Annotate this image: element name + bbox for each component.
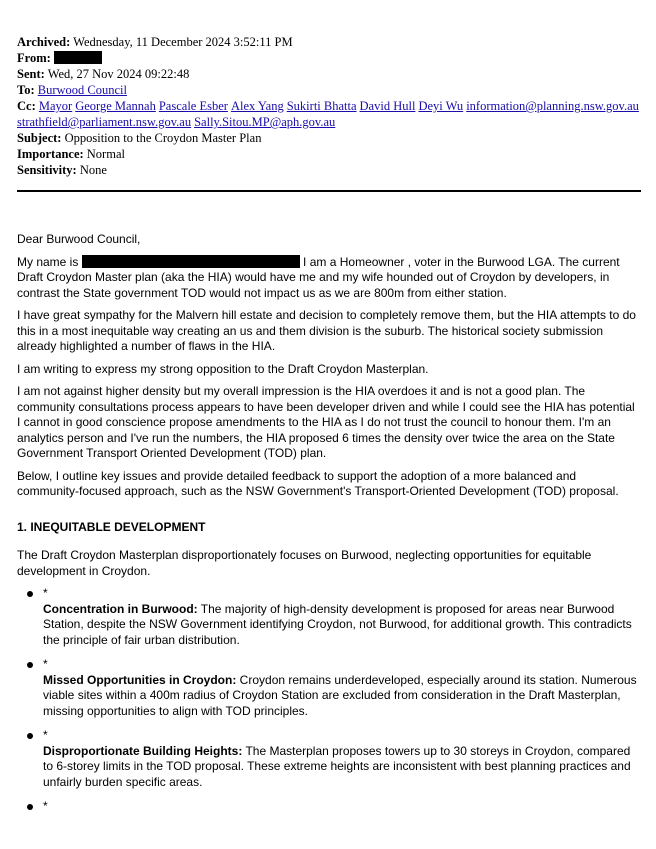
sensitivity-label: Sensitivity: (17, 163, 77, 177)
greeting: Dear Burwood Council, (17, 232, 141, 246)
bullet-title: Missed Opportunities in Croydon: (43, 672, 237, 687)
from-label: From: (17, 51, 51, 65)
issue-list (17, 586, 641, 815)
cc-link[interactable]: George Mannah (75, 99, 156, 113)
subject-value: Opposition to the Croydon Master Plan (64, 131, 262, 145)
bullet-title: Disproportionate Building Heights: (43, 743, 243, 758)
intro-paragraph (17, 255, 641, 302)
cc-link[interactable]: strathfield@parliament.nsw.gov.au (17, 115, 192, 129)
list-item (17, 586, 641, 648)
redacted-sender (54, 51, 102, 64)
cc-link[interactable]: information@planning.nsw.gov.au (466, 99, 639, 113)
cc-link[interactable]: Alex Yang (230, 99, 284, 113)
subject-row (17, 130, 641, 146)
bullet-icon (27, 733, 33, 739)
paragraph: I have great sympathy for the Malvern hill estate and decision to completely remove them, but the HIA attempts to do this in a most inequitable way creating an us and them division is the suburb. The historical society submission already highlighted a number of flaws in the HIA. (17, 308, 636, 353)
to-link[interactable]: Burwood Council (37, 83, 127, 97)
cc-link[interactable]: Pascale Esber (158, 99, 228, 113)
asterisk: * (43, 586, 48, 600)
redacted-name (82, 255, 300, 268)
archived-label: Archived: (17, 35, 71, 49)
bullet-icon (27, 804, 33, 810)
section-intro: The Draft Croydon Masterplan disproportionately focuses on Burwood, neglecting opportunities for equitable development in Croydon. (17, 548, 592, 578)
section-heading: 1. INEQUITABLE DEVELOPMENT (17, 519, 206, 534)
paragraph: I am writing to express my strong opposition to the Draft Croydon Masterplan. (17, 361, 429, 376)
sent-value: Wed, 27 Nov 2024 09:22:48 (47, 67, 190, 81)
subject-label: Subject: (17, 131, 62, 145)
email-body (17, 232, 641, 824)
cc-row (17, 98, 641, 114)
bullet-text: Croydon remains underdeveloped, especially around its station. Numerous viable sites within a 400m radius of Croydon Station are excluded from consideration in the Draft Masterplan, missing opportunities to align with TOD principles. (43, 672, 637, 718)
email-header (17, 34, 641, 178)
cc-row-continued (17, 114, 641, 130)
to-label: To: (17, 83, 35, 97)
importance-value: Normal (86, 147, 125, 161)
archived-row (17, 34, 641, 50)
intro-text: I am a Homeowner , voter in the Burwood LGA. The current Draft Croydon Master plan (aka the HIA) would have me and my wife hounded out of Croydon by developers, in contrast the State government TOD would not impact us as we are 800m from either station. (17, 254, 620, 300)
cc-label: Cc: (17, 99, 36, 113)
list-item (17, 799, 641, 815)
asterisk: * (43, 657, 48, 671)
cc-link[interactable]: Deyi Wu (418, 99, 464, 113)
bullet-icon (27, 662, 33, 668)
cc-link[interactable]: David Hull (359, 99, 416, 113)
cc-link[interactable]: Sukirti Bhatta (286, 99, 357, 113)
bullet-title: Concentration in Burwood: (43, 601, 198, 616)
intro-prefix: My name is (17, 254, 79, 269)
sent-row (17, 66, 641, 82)
sensitivity-row (17, 162, 641, 178)
asterisk: * (43, 728, 48, 742)
importance-row (17, 146, 641, 162)
archived-value: Wednesday, 11 December 2024 3:52:11 PM (73, 35, 293, 49)
bullet-text: The majority of high-density development is proposed for areas near Burwood Station, despite the NSW Government identifying Croydon, not Burwood, for additional growth. This contradicts the principle of fair urban distribution. (43, 601, 632, 647)
paragraph: I am not against higher density but my overall impression is the HIA overdoes it and is not a good plan. The community consultations process appears to have been developer driven and while I could see the HIA has potential I cannot in good conscience propose amendments to the HIA as I do not trust the council to honour them. I'm an analytics person and I've run the numbers, the HIA proposed 6 times the density over twice the area on the State Government Transport Oriented Development (TOD) plan. (17, 384, 635, 460)
cc-link[interactable]: Mayor (38, 99, 73, 113)
list-item (17, 657, 641, 719)
cc-link[interactable]: Sally.Sitou.MP@aph.gov.au (194, 115, 336, 129)
importance-label: Importance: (17, 147, 84, 161)
to-row (17, 82, 641, 98)
paragraph: Below, I outline key issues and provide detailed feedback to support the adoption of a more balanced and community-focused approach, such as the NSW Government's Transport-Oriented Development (TOD) proposal. (17, 468, 619, 498)
sent-label: Sent: (17, 67, 45, 81)
header-divider (17, 190, 641, 192)
from-row (17, 50, 641, 66)
sensitivity-value: None (79, 163, 107, 177)
asterisk: * (43, 799, 48, 813)
bullet-icon (27, 591, 33, 597)
bullet-text: The Masterplan proposes towers up to 30 storeys in Croydon, compared to 6-storey limits in the TOD proposal. These extreme heights are inconsistent with best planning practices and unfairly burden specific areas. (43, 743, 631, 789)
list-item (17, 728, 641, 790)
